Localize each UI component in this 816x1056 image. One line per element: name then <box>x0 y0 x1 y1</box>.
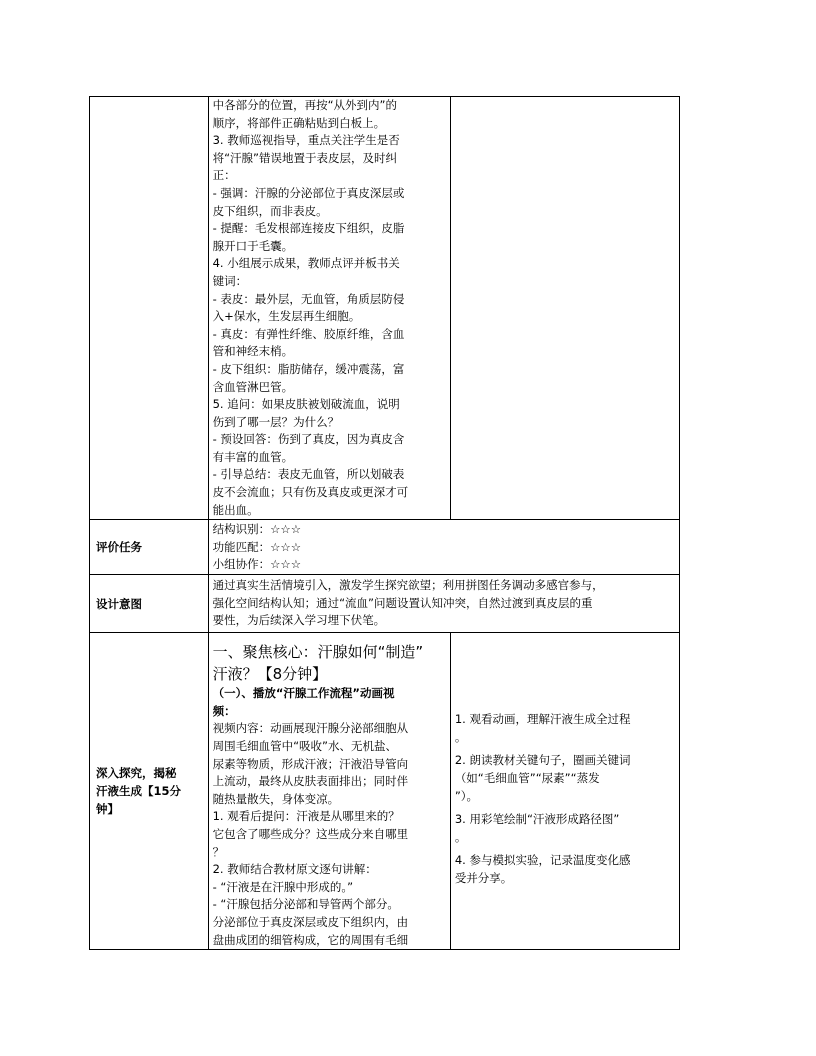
text-line: 2. 教师结合教材原文逐句讲解： <box>212 862 377 877</box>
rating-line: 小组协作：☆☆☆ <box>212 557 302 572</box>
student-activity-list <box>451 633 679 887</box>
section-title <box>213 641 446 685</box>
text-line: 皮下组织，而非表皮。 <box>212 203 328 218</box>
text-line: 上流动，最终从皮肤表面排出；同时伴 <box>212 774 409 789</box>
label-line: 钟】 <box>96 802 119 817</box>
text-line: - 强调：汗腺的分泌部位于真皮深层或 <box>212 185 405 200</box>
row-deep-inquiry <box>90 633 680 950</box>
text-line: 通过真实生活情境引入，激发学生探究欲望；利用拼图任务调动多感官参与， <box>212 578 604 593</box>
label-line: 深入探究，揭秘 <box>96 766 177 781</box>
row-continued-activity <box>90 97 680 520</box>
text-line: 顺序，将部件正确粘贴到白板上。 <box>212 115 386 130</box>
text-line: ？ <box>212 844 225 859</box>
text-line: 1. 观看后提问：汗液是从哪里来的？ <box>212 809 400 824</box>
teacher-activity-text <box>209 97 450 519</box>
text-line: - “汗腺包括分泌部和导管两个部分。 <box>212 897 399 912</box>
deep-inquiry-teacher-content <box>209 641 450 949</box>
student-activity-line: 受并分享。 <box>454 871 513 885</box>
text-line: 键词： <box>212 273 248 288</box>
text-line: 强化空间结构认知；通过“流血”问题设置认知冲突，自然过渡到真皮层的重 <box>212 595 593 610</box>
evaluation-content <box>208 520 679 575</box>
evaluation-label: 评价任务 <box>90 520 209 575</box>
text-line: - 皮下组织：脂肪储存，缓冲震荡，富 <box>212 361 405 376</box>
evaluation-lines <box>209 520 679 574</box>
text-line: 入+保水，生发层再生细胞。 <box>212 309 361 324</box>
row1-teacher-cell <box>208 97 450 520</box>
row-design-intent <box>90 575 680 633</box>
row1-label-cell <box>90 97 209 520</box>
student-activity-line: 4. 参与模拟实验，记录温度变化感 <box>454 853 631 868</box>
text-line: 有丰富的血管。 <box>212 449 294 464</box>
text-line: 皮不会流血；只有伤及真皮或更深才可 <box>212 485 409 500</box>
row-evaluation <box>90 520 680 575</box>
student-activity-line: （如“毛细血管”“尿素”“蒸发 <box>454 771 600 786</box>
student-activity-item <box>455 852 679 887</box>
rating-line: 功能匹配：☆☆☆ <box>212 539 302 554</box>
text-line: - 真皮：有弹性纤维、胶原纤维，含血 <box>212 326 405 341</box>
text-line: 5. 追问：如果皮肤被划破流血，说明 <box>212 397 400 412</box>
text-line: 尿素等物质，形成汗液；汗液沿导管向 <box>212 756 409 771</box>
text-line: 要性，为后续深入学习埋下伏笔。 <box>212 613 386 628</box>
text-line: 正： <box>212 168 236 183</box>
text-line: 盘曲成团的细管构成，它的周围有毛细 <box>212 932 409 947</box>
deep-inquiry-student-cell <box>450 633 679 950</box>
lesson-plan-table <box>89 96 680 950</box>
student-activity-line: 1. 观看动画，理解汗液生成全过程 <box>454 712 631 727</box>
student-activity-line: 3. 用彩笔绘制“汗液形成路径图” <box>454 812 620 827</box>
text-line: - 表皮：最外层，无血管，角质层防侵 <box>212 291 405 306</box>
text-line: 管和神经末梢。 <box>212 344 294 359</box>
text-line: 中各部分的位置，再按“从外到内”的 <box>212 98 398 112</box>
text-line: 4. 小组展示成果，教师点评并板书关 <box>212 256 400 271</box>
deep-inquiry-teacher-cell <box>208 633 450 950</box>
design-intent-label: 设计意图 <box>90 575 209 633</box>
deep-inquiry-label <box>96 764 208 818</box>
student-activity-line: ”）。 <box>454 788 479 803</box>
student-activity-item <box>455 711 679 746</box>
text-line: 视频内容：动画展现汗腺分泌部细胞从 <box>212 721 409 736</box>
subtitle-line: （一）、播放“汗腺工作流程”动画视 <box>212 686 395 701</box>
section-body <box>213 720 446 949</box>
title-line: 汗液？【8分钟】 <box>212 665 328 684</box>
text-line: - 预设回答：伤到了真皮，因为真皮含 <box>212 432 405 447</box>
row1-student-cell <box>450 97 679 520</box>
student-activity-item <box>455 752 679 805</box>
rating-line: 结构识别：☆☆☆ <box>212 522 302 537</box>
title-line: 一、聚焦核心：汗腺如何“制造” <box>212 643 424 662</box>
text-line: 分泌部位于真皮深层或皮下组织内，由 <box>212 914 409 929</box>
text-line: 伤到了哪一层？为什么？ <box>212 414 340 429</box>
deep-inquiry-label-cell <box>90 633 209 950</box>
section-subtitle <box>213 685 446 720</box>
text-line: - “汗液是在汗腺中形成的。” <box>212 879 354 894</box>
label-line: 汗液生成【15分 <box>96 784 182 799</box>
design-intent-content <box>208 575 679 633</box>
student-activity-line: 2. 朗读教材关键句子，圈画关键词 <box>454 753 631 768</box>
design-intent-lines <box>209 575 679 630</box>
text-line: 腺开口于毛囊。 <box>212 238 294 253</box>
student-activity-line: 。 <box>454 829 467 844</box>
text-line: 周围毛细血管中“吸收”水、无机盐、 <box>212 739 398 754</box>
text-line: 能出血。 <box>212 502 259 517</box>
student-activity-line: 。 <box>454 729 467 744</box>
subtitle-line: 频： <box>212 703 236 718</box>
text-line: 它包含了哪些成分？这些成分来自哪里 <box>212 827 409 841</box>
text-line: - 提醒：毛发根部连接皮下组织，皮脂 <box>212 221 405 236</box>
text-line: 含血管淋巴管。 <box>212 379 294 394</box>
text-line: 随热量散失，身体变凉。 <box>212 791 340 806</box>
text-line: - 引导总结：表皮无血管，所以划破表 <box>212 467 405 482</box>
text-line: 将“汗腺”错误地置于表皮层，及时纠 <box>212 150 398 165</box>
student-activity-item <box>455 811 679 846</box>
text-line: 3. 教师巡视指导，重点关注学生是否 <box>212 133 400 148</box>
